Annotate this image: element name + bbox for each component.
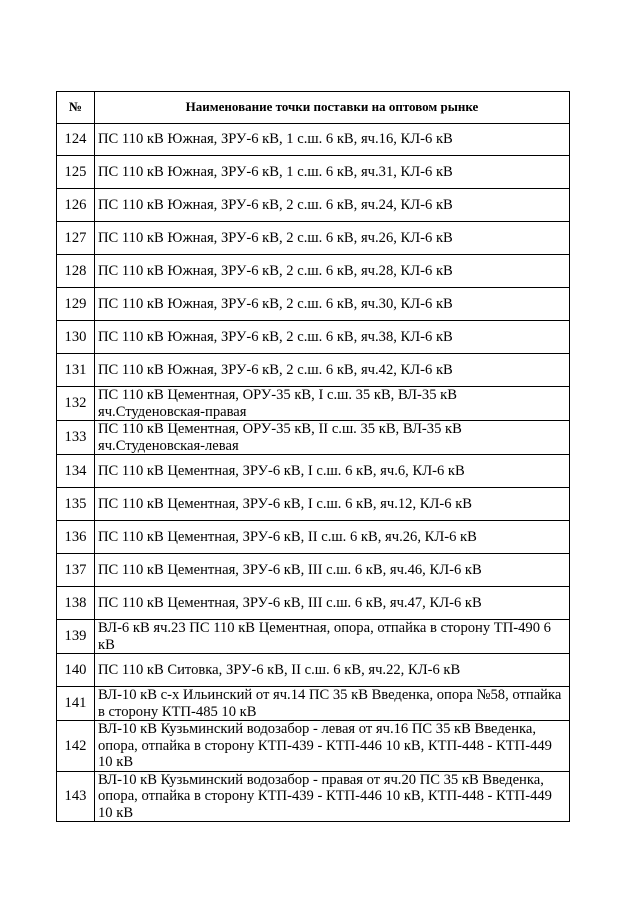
row-number: 143 [57, 771, 95, 822]
row-number: 125 [57, 156, 95, 189]
table-row [57, 189, 570, 222]
row-name: ПС 110 кВ Цементная, ЗРУ-6 кВ, III с.ш. 6 кВ, яч.47, КЛ-6 кВ [95, 587, 570, 620]
row-name: ПС 110 кВ Цементная, ЗРУ-6 кВ, III с.ш. 6 кВ, яч.46, КЛ-6 кВ [95, 554, 570, 587]
row-number: 134 [57, 455, 95, 488]
row-number: 136 [57, 521, 95, 554]
row-number: 139 [57, 620, 95, 654]
row-number: 124 [57, 124, 95, 156]
row-name: ВЛ-10 кВ с-х Ильинский от яч.14 ПС 35 кВ Введенка, опора №58, отпайка в сторону КТП-485 10 кВ [95, 687, 570, 721]
row-number: 141 [57, 687, 95, 721]
column-header-name: Наименование точки поставки на оптовом рынке [95, 92, 570, 124]
row-number: 128 [57, 255, 95, 288]
row-number: 131 [57, 354, 95, 387]
row-name: ПС 110 кВ Южная, ЗРУ-6 кВ, 1 с.ш. 6 кВ, яч.16, КЛ-6 кВ [95, 124, 570, 156]
row-number: 130 [57, 321, 95, 354]
row-number: 127 [57, 222, 95, 255]
row-name: ПС 110 кВ Ситовка, ЗРУ-6 кВ, II с.ш. 6 кВ, яч.22, КЛ-6 кВ [95, 654, 570, 687]
row-name: ВЛ-10 кВ Кузьминский водозабор - левая от яч.16 ПС 35 кВ Введенка, опора, отпайка в сторону КТП-439 - КТП-446 10 кВ, КТП-448 - КТП-449 10 кВ [95, 721, 570, 772]
row-name: ПС 110 кВ Южная, ЗРУ-6 кВ, 2 с.ш. 6 кВ, яч.28, КЛ-6 кВ [95, 255, 570, 288]
table-row [57, 321, 570, 354]
table-row [57, 255, 570, 288]
row-number: 133 [57, 421, 95, 455]
row-name: ПС 110 кВ Южная, ЗРУ-6 кВ, 2 с.ш. 6 кВ, яч.38, КЛ-6 кВ [95, 321, 570, 354]
table-row [57, 455, 570, 488]
row-name: ПС 110 кВ Южная, ЗРУ-6 кВ, 2 с.ш. 6 кВ, яч.24, КЛ-6 кВ [95, 189, 570, 222]
row-number: 137 [57, 554, 95, 587]
table-row [57, 387, 570, 421]
table-row [57, 222, 570, 255]
table-row [57, 620, 570, 654]
table-row [57, 124, 570, 156]
row-number: 135 [57, 488, 95, 521]
table-row [57, 654, 570, 687]
row-name: ПС 110 кВ Южная, ЗРУ-6 кВ, 2 с.ш. 6 кВ, яч.26, КЛ-6 кВ [95, 222, 570, 255]
table-row [57, 687, 570, 721]
table-row [57, 488, 570, 521]
table-row [57, 587, 570, 620]
row-name: ПС 110 кВ Южная, ЗРУ-6 кВ, 2 с.ш. 6 кВ, яч.30, КЛ-6 кВ [95, 288, 570, 321]
row-number: 129 [57, 288, 95, 321]
row-name: ПС 110 кВ Цементная, ЗРУ-6 кВ, II с.ш. 6 кВ, яч.26, КЛ-6 кВ [95, 521, 570, 554]
row-number: 138 [57, 587, 95, 620]
row-name: ПС 110 кВ Южная, ЗРУ-6 кВ, 1 с.ш. 6 кВ, яч.31, КЛ-6 кВ [95, 156, 570, 189]
delivery-points-table [56, 91, 570, 822]
table-row [57, 521, 570, 554]
row-name: ПС 110 кВ Южная, ЗРУ-6 кВ, 2 с.ш. 6 кВ, яч.42, КЛ-6 кВ [95, 354, 570, 387]
row-name: ПС 110 кВ Цементная, ЗРУ-6 кВ, I с.ш. 6 кВ, яч.6, КЛ-6 кВ [95, 455, 570, 488]
row-name: ПС 110 кВ Цементная, ОРУ-35 кВ, II с.ш. 35 кВ, ВЛ-35 кВ яч.Студеновская-левая [95, 421, 570, 455]
row-number: 126 [57, 189, 95, 222]
row-number: 132 [57, 387, 95, 421]
row-name: ВЛ-10 кВ Кузьминский водозабор - правая от яч.20 ПС 35 кВ Введенка, опора, отпайка в сторону КТП-439 - КТП-446 10 кВ, КТП-448 - КТП-449 10 кВ [95, 771, 570, 822]
row-name: ПС 110 кВ Цементная, ЗРУ-6 кВ, I с.ш. 6 кВ, яч.12, КЛ-6 кВ [95, 488, 570, 521]
table-row [57, 156, 570, 189]
table-row [57, 288, 570, 321]
column-header-number: № [57, 92, 95, 124]
table-row [57, 771, 570, 822]
table-row [57, 721, 570, 772]
row-name: ВЛ-6 кВ яч.23 ПС 110 кВ Цементная, опора, отпайка в сторону ТП-490 6 кВ [95, 620, 570, 654]
table-row [57, 354, 570, 387]
table-row [57, 421, 570, 455]
row-number: 142 [57, 721, 95, 772]
table-header-row [57, 92, 570, 124]
row-number: 140 [57, 654, 95, 687]
row-name: ПС 110 кВ Цементная, ОРУ-35 кВ, I с.ш. 35 кВ, ВЛ-35 кВ яч.Студеновская-правая [95, 387, 570, 421]
table-row [57, 554, 570, 587]
